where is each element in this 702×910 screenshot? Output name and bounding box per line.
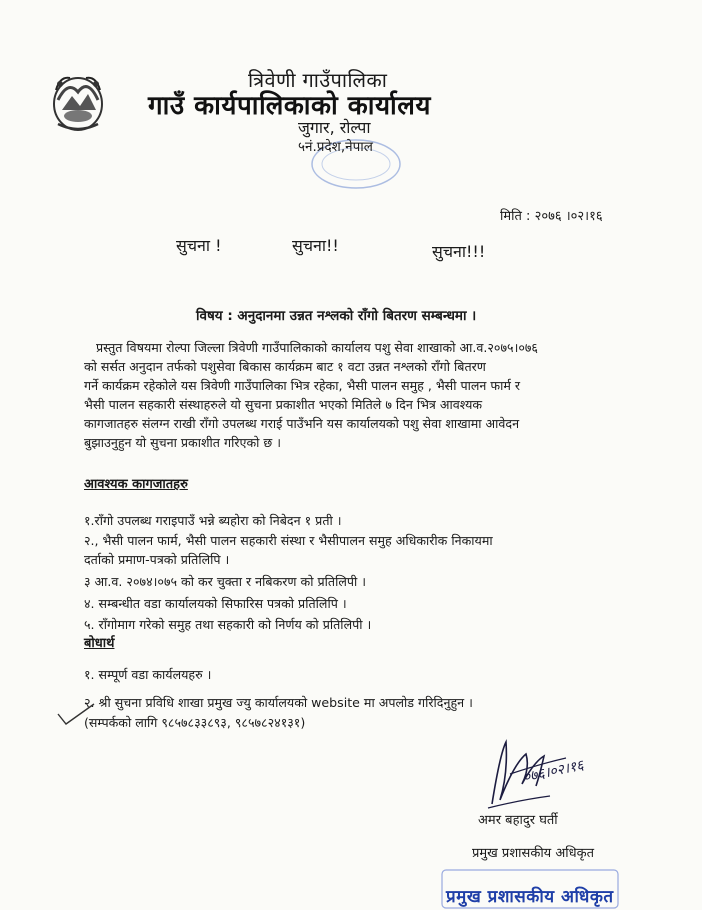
documents-heading: आवश्यक कागजातहरु	[84, 477, 188, 492]
body-line: को सर्सत अनुदान तर्फको पशुसेवा बिकास कार्यक्रम बाट १ वटा उन्नत नश्लको राँगो बितरण	[84, 359, 486, 374]
office-title: गाउँ कार्यपालिकाको कार्यालय	[148, 91, 431, 121]
letter-subject: विषय : अनुदानमा उन्नत नश्लको राँगो बितरण सम्बन्धमा ।	[196, 308, 477, 324]
info-item: १. सम्पूर्ण वडा कार्यलयहरु ।	[84, 667, 212, 682]
body-line: कागजातहरु संलग्न राखी राँगो उपलब्ध गराई पाउँभनि यस कार्यालयको पशु सेवा शाखामा आवेदन	[84, 416, 520, 431]
info-heading: बोधार्थ	[84, 636, 115, 651]
body-line: बुझाउनुहुन यो सुचना प्रकाशीत गरिएको छ ।	[84, 435, 281, 450]
document-item: दर्ताको प्रमाण-पत्रको प्रतिलिपि ।	[84, 552, 230, 567]
document-item: १.राँगो उपलब्ध गराइपाउँ भन्ने ब्यहोरा को निबेदन १ प्रती ।	[84, 513, 342, 528]
info-item: २. श्री सुचना प्रविधि शाखा प्रमुख ज्यु कार्यालयको website मा अपलोड गरिदिनुहुन ।	[84, 695, 473, 710]
nepal-emblem-icon	[50, 70, 106, 134]
notice-heading-3: सुचना!!!	[432, 242, 486, 261]
document-item: ३ आ.व. २०७४।०७५ को कर चुक्ता र नबिकरण को प्रतिलिपी ।	[84, 574, 367, 589]
office-province: ५नं.प्रदेश,नेपाल	[298, 139, 373, 155]
document-item: ५. राँगोमाग गरेको समुह तथा सहकारी को निर्णय को प्रतिलिपी ।	[84, 617, 372, 632]
letter-date: मिति : २०७६ ।०२।१६	[500, 209, 603, 224]
notice-heading-2: सुचना!!	[292, 236, 339, 255]
contact-line: (सम्पर्कको लागि ९८५७८३३८९३, ९८५७८२४१३१)	[84, 715, 306, 730]
municipality-name: त्रिवेणी गाउँपालिका	[248, 68, 388, 92]
signatory-title: प्रमुख प्रशासकीय अधिकृत	[472, 846, 595, 861]
signatory-name: अमर बहादुर घर्ती	[478, 813, 558, 828]
body-line: गर्ने कार्यक्रम रहेकोले यस त्रिवेणी गाउँपालिका भित्र रहेका, भैसी पालन समुह , भैसी पालन फार्म र	[84, 378, 521, 393]
handwritten-tick-mark	[56, 700, 96, 726]
signature-date: ०७६।०२।१६	[521, 757, 586, 786]
office-location: जुगार, रोल्पा	[298, 118, 371, 137]
document-item: ४. सम्बन्धीत वडा कार्यालयको सिफारिस पत्रको प्रतिलिपि ।	[84, 596, 347, 611]
document-item: २., भैसी पालन फार्म, भैसी पालन सहकारी संस्था र भैसीपालन समुह अधिकारीक निकायमा	[84, 533, 493, 548]
body-line: भैसी पालन सहकारी संस्थाहरुले यो सुचना प्रकाशीत भएको मितिले ७ दिन भित्र आवश्यक	[84, 397, 483, 412]
body-line: प्रस्तुत विषयमा रोल्पा जिल्ला त्रिवेणी गाउँपालिकाको कार्यालय पशु सेवा शाखाको आ.व.२०७५।०७६	[96, 340, 538, 355]
stamp-text: प्रमुख प्रशासकीय अधिकृत	[446, 887, 614, 907]
notice-heading-1: सुचना !	[176, 236, 222, 255]
